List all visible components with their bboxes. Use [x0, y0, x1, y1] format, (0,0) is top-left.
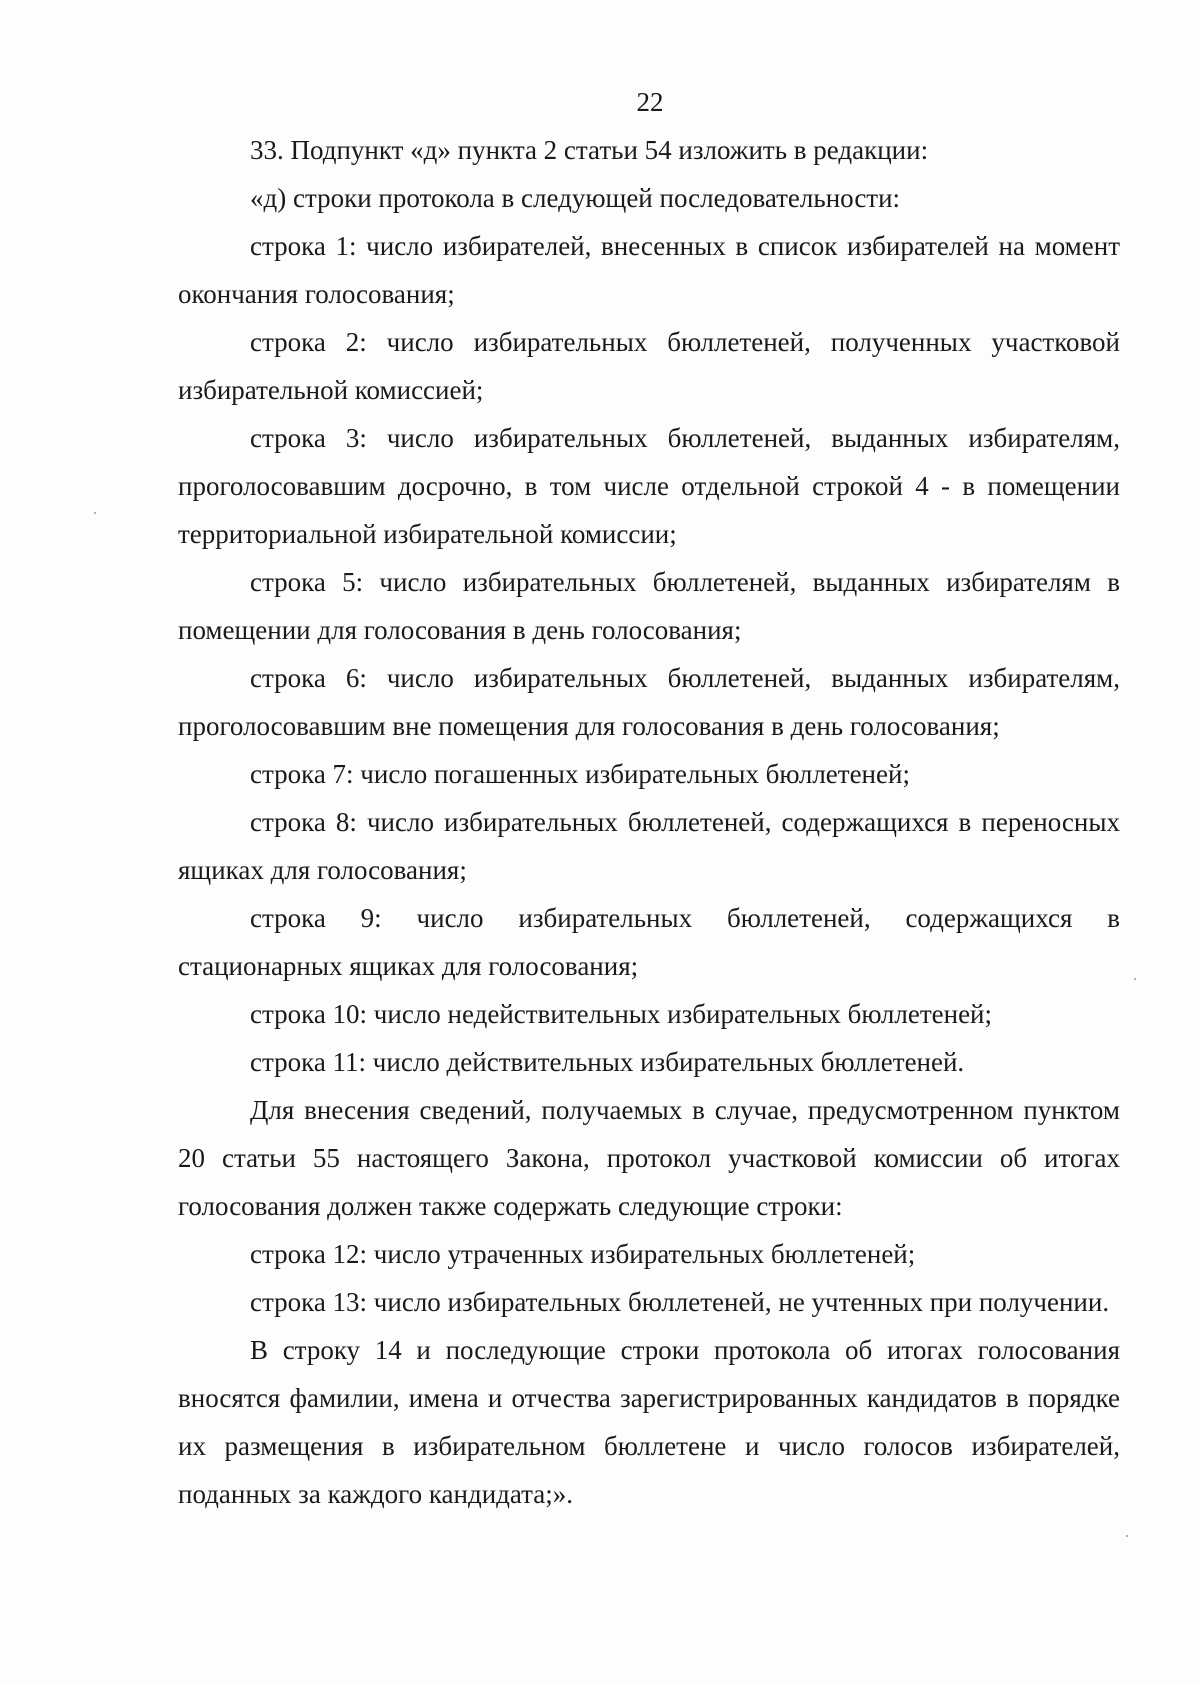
paragraph-line-10: строка 10: число недействительных избирательных бюллетеней;	[250, 999, 993, 1029]
paragraph-line-13: строка 13: число избирательных бюллетеней, не учтенных при получении.	[250, 1287, 1110, 1317]
paragraph-line-5: строка 5: число избирательных бюллетеней, выданных избирателям в помещении для голосования в день голосования;	[178, 567, 1120, 645]
paragraph-line-2: строка 2: число избирательных бюллетеней, полученных участковой избирательной комиссией;	[178, 327, 1120, 405]
paragraph-line-7: строка 7: число погашенных избирательных бюллетеней;	[250, 759, 910, 789]
paragraph-line-12: строка 12: число утраченных избирательных бюллетеней;	[250, 1239, 916, 1269]
paragraph-amendment-33: 33. Подпункт «д» пункта 2 статьи 54 изложить в редакции:	[250, 135, 929, 165]
paragraph-line-11: строка 11: число действительных избирательных бюллетеней.	[250, 1047, 965, 1077]
scan-speck	[1126, 1535, 1128, 1537]
paragraph-line-8: строка 8: число избирательных бюллетеней, содержащихся в переносных ящиках для голосования;	[178, 807, 1120, 885]
paragraph-line-1: строка 1: число избирателей, внесенных в список избирателей на момент окончания голосования;	[178, 231, 1120, 309]
page-number: 22	[636, 87, 664, 117]
paragraph-subitem-d: «д) строки протокола в следующей последовательности:	[250, 183, 901, 213]
paragraph-additional-lines-intro: Для внесения сведений, получаемых в случае, предусмотренном пунктом 20 статьи 55 настоящего Закона, протокол участковой комиссии об итогах голосования должен также содержать следующие строки:	[178, 1095, 1120, 1221]
scan-speck	[94, 512, 96, 514]
document-body	[178, 126, 1120, 1518]
paragraph-line-6: строка 6: число избирательных бюллетеней, выданных избирателям, проголосовавшим вне помещения для голосования в день голосования;	[178, 663, 1120, 741]
paragraph-line-3: строка 3: число избирательных бюллетеней, выданных избирателям, проголосовавшим досрочно, в том числе отдельной строкой 4 - в помещении территориальной избирательной комиссии;	[178, 423, 1120, 549]
scan-speck	[1134, 978, 1136, 980]
paragraph-line-14-candidates: В строку 14 и последующие строки протокола об итогах голосования вносятся фамилии, имена и отчества зарегистрированных кандидатов в порядке их размещения в избирательном бюллетене и число голосов избирателей, поданных за каждого кандидата;».	[178, 1335, 1120, 1509]
paragraph-line-9: строка 9: число избирательных бюллетеней, содержащихся в стационарных ящиках для голосования;	[178, 903, 1120, 981]
